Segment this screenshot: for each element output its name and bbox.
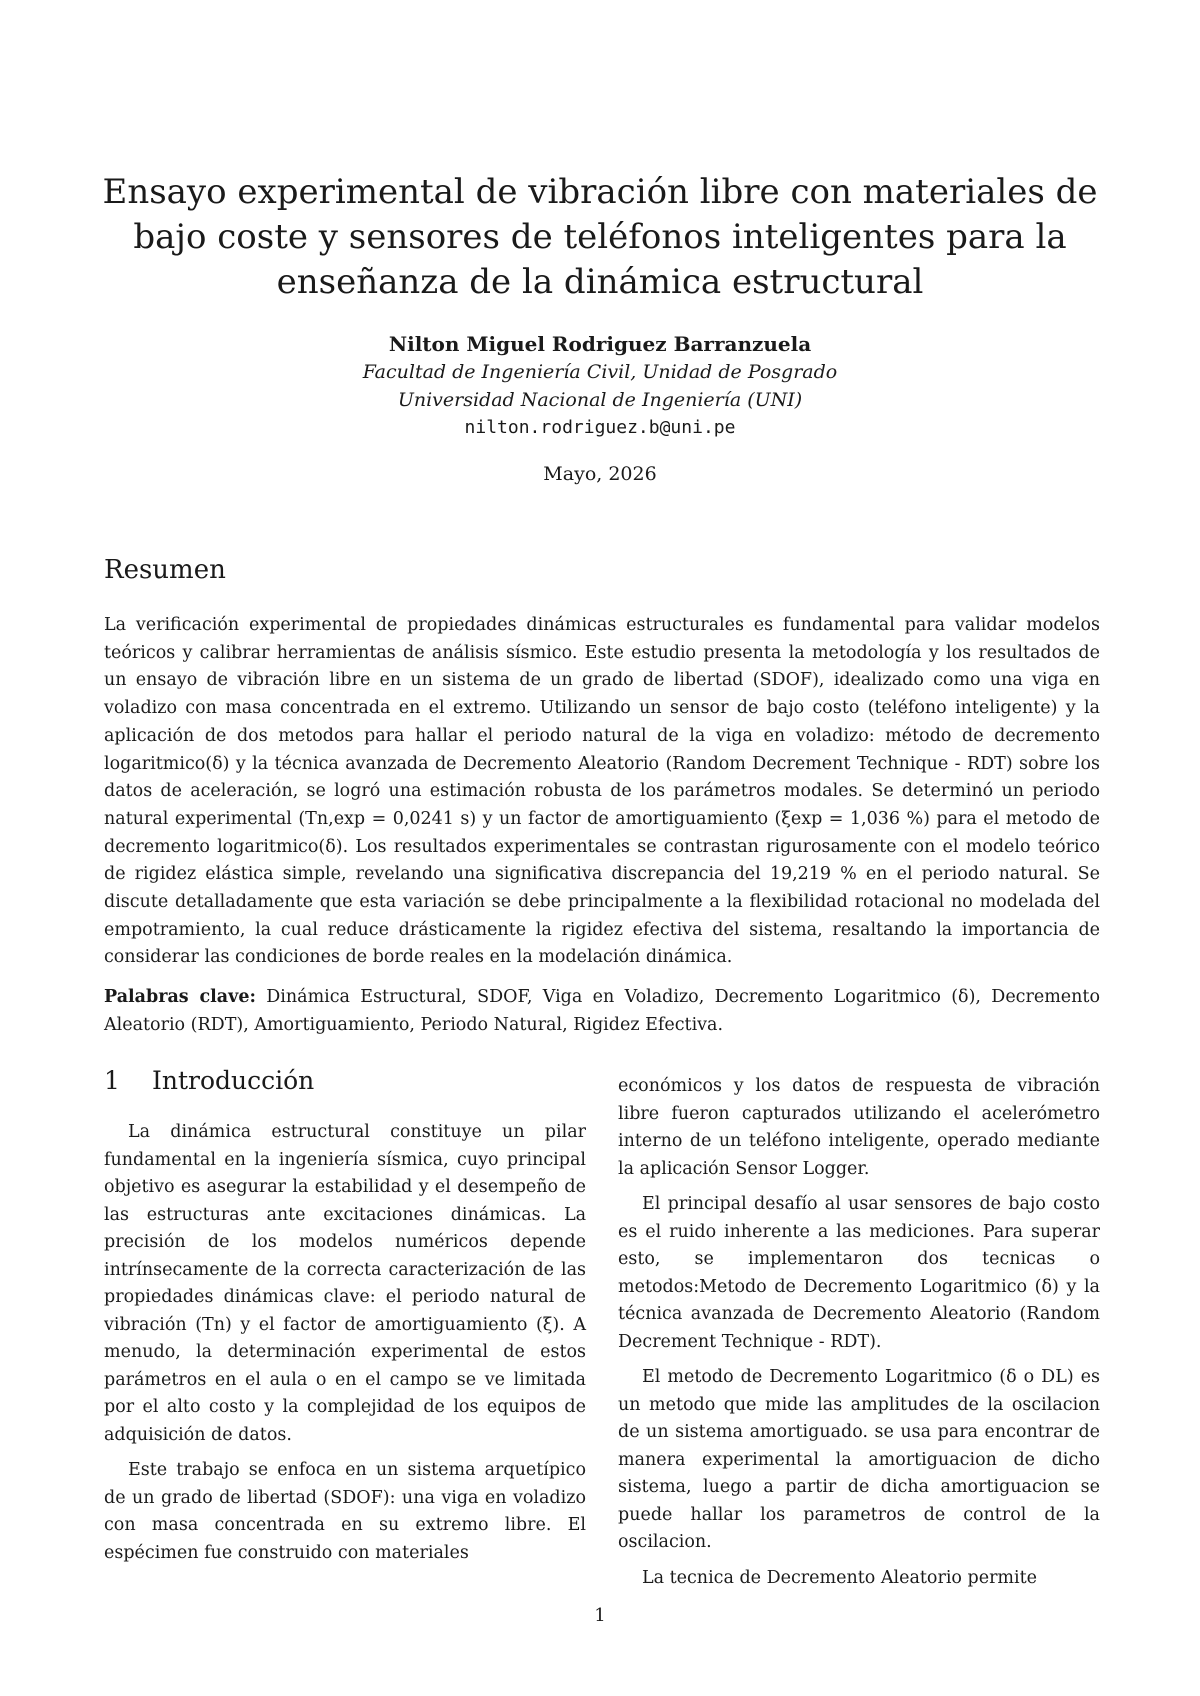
page-number: 1 (594, 1605, 606, 1626)
abstract-heading: Resumen (104, 555, 226, 585)
section-title: Introducción (152, 1066, 315, 1095)
keywords-label: Palabras clave: (104, 987, 256, 1007)
title-line-2: bajo coste y sensores de teléfonos inteligentes para la (133, 217, 1067, 257)
intro-paragraph-2: Este trabajo se enfoca en un sistema arquetípico de un grado de libertad (SDOF): una viga en voladizo con masa concentrada en su extremo libre. El espécimen fue construido con materiales (104, 1460, 586, 1563)
title-line-3: enseñanza de la dinámica estructural (276, 262, 924, 302)
abstract-text: La verificación experimental de propiedades dinámicas estructurales es fundamental para validar modelos teóricos y calibrar herramientas de análisis sísmico. Este estudio presenta la metodología y los resultados de un ensayo de vibración libre en un sistema de un grado de libertad (SDOF), idealizado como una viga en voladizo con masa concentrada en el extremo. Utilizando un sensor de bajo costo (teléfono inteligente) y la aplicación de dos metodos para hallar el periodo natural de la viga en voladizo: método de decremento logaritmico(δ) y la técnica avanzada de Decremento Aleatorio (Random Decrement Technique - RDT) sobre los datos de aceleración, se logró una estimación robusta de los parámetros modales. Se determinó un periodo natural experimental (Tn,exp = 0,0241 s) y un factor de amortiguamiento (ξexp = 1,036 %) para el metodo de decremento logaritmico(δ). Los resultados experimentales se contrastan rigurosamente con el modelo teórico de rigidez elástica simple, revelando una significativa discrepancia del 19,219 % en el periodo natural. Se discute detalladamente que esta variación se debe principalmente a la flexibilidad rotacional no modelada del empotramiento, la cual reduce drásticamente la rigidez efectiva del sistema, resaltando la importancia de considerar las condiciones de borde reales en la modelación dinámica. (104, 615, 1100, 968)
publication-date: Mayo, 2026 (543, 463, 657, 485)
author-name: Nilton Miguel Rodriguez Barranzuela (388, 332, 812, 356)
affiliation-faculty: Facultad de Ingeniería Civil, Unidad de Posgrado (362, 361, 838, 383)
paper-title (100, 170, 1100, 305)
intro-paragraph-3: El principal desafío al usar sensores de bajo costo es el ruido inherente a las mediciones. Para superar esto, se implementaron dos tecnicas o metodos:Metodo de Decremento Logaritmico (δ) y la técnica avanzada de Decremento Aleatorio (Random Decrement Technique - RDT). (618, 1194, 1100, 1352)
intro-paragraph-1: La dinámica estructural constituye un pilar fundamental en la ingeniería sísmica, cuyo principal objetivo es asegurar la estabilidad y el desempeño de las estructuras ante excitaciones dinámicas. La precisión de los modelos numéricos depende intrínsecamente de la correcta caracterización de las propiedades dinámicas clave: el periodo natural de vibración (Tn) y el factor de amortiguamiento (ξ). A menudo, la determinación experimental de estos parámetros en el aula o en el campo se ve limitada por el alto costo y la complejidad de los equipos de adquisición de datos. (104, 1122, 586, 1445)
section-heading (104, 1065, 586, 1097)
section-number: 1 (104, 1066, 120, 1095)
title-line-1: Ensayo experimental de vibración libre con materiales de (102, 172, 1098, 212)
author-email: nilton.rodriguez.b@uni.pe (464, 417, 736, 438)
intro-paragraph-5: La tecnica de Decremento Aleatorio permite (642, 1567, 1038, 1588)
intro-paragraph-2-continued: económicos y los datos de respuesta de vibración libre fueron capturados utilizando el acelerómetro interno de un teléfono inteligente, operado mediante la aplicación Sensor Logger. (618, 1076, 1100, 1179)
left-column (104, 1065, 586, 1575)
keywords-text: Dinámica Estructural, SDOF, Viga en Voladizo, Decremento Logaritmico (δ), Decremento Aleatorio (RDT), Amortiguamiento, Periodo Natural, Rigidez Efectiva. (104, 987, 1100, 1035)
right-column (618, 1073, 1100, 1600)
keywords (104, 984, 1100, 1039)
author-block (100, 330, 1100, 488)
intro-paragraph-4: El metodo de Decremento Logaritmico (δ o DL) es un metodo que mide las amplitudes de la oscilacion de un sistema amortiguado. se usa para encontrar de manera experimental la amortiguacion de dicho sistema, luego a partir de dicha amortiguacion se puede hallar los parametros de control de la oscilacion. (618, 1367, 1100, 1552)
affiliation-university: Universidad Nacional de Ingeniería (UNI) (397, 389, 803, 411)
